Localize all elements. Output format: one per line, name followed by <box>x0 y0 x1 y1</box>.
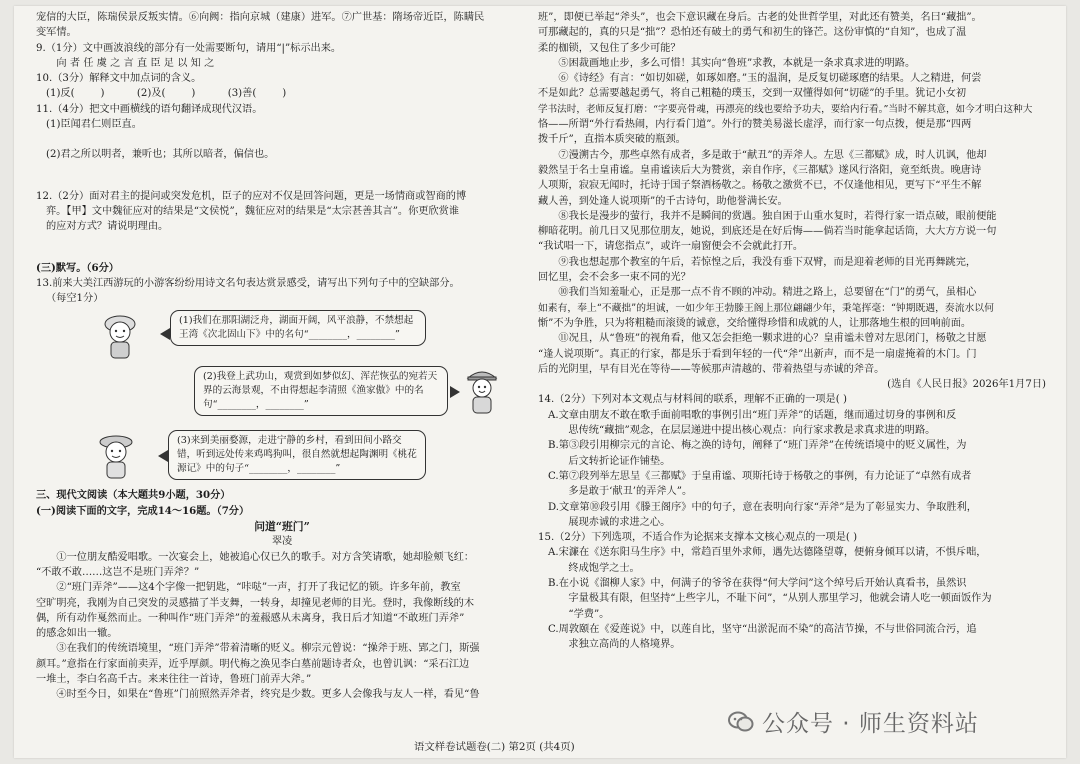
article-paragraph-2-cont: 偶，所有动作戛然而止。一种叫作“班门弄斧”的羞赧感从未离身，我日后才知道“不敢班门弄斧” <box>36 612 465 624</box>
question-14-option-a-cont: 思传统“藏拙”观念，在层层递进中提出核心观点：向行家求教是求真求进的明路。 <box>568 425 936 437</box>
article-paragraph-6: ⑥《诗经》有言：“如切如磋，如琢如磨。”玉的温润，是反复切磋琢磨的结果。人之精进，何尝 <box>558 73 982 85</box>
article-source: (选自《人民日报》2026年1月7日) <box>887 379 1046 391</box>
section-dictation-heading: (三)默写。（6分） <box>36 261 119 274</box>
question-10: 10.（3分）解释文中加点词的含义。 <box>36 73 202 85</box>
article-line: “逢人说项斯”。真正的行家，都是乐于看到年轻的一代“斧”出新声，而不是一扇虚掩着的木门。门 <box>538 348 977 360</box>
question-15-option-b-cont: “学费”。 <box>568 608 610 620</box>
article-paragraph-2: ②“班门弄斧”——这4个字像一把钥匙，“咔哒”一声，打开了我记忆的锁。许多年前，教室 <box>56 582 461 594</box>
wechat-watermark <box>728 705 979 738</box>
article-paragraph-3: ③在我们的传统语境里，“班门弄斧”带着清晰的贬义。柳宗元曾说：“操斧于班、郢之门，斯强 <box>56 643 480 655</box>
question-14-option-b: B.第③段引用柳宗元的言论、梅之涣的诗句，阐释了“班门弄斧”在传统语境中的贬义属性，为 <box>548 440 967 452</box>
article-line: 回忆里，会不会多一束不同的光？ <box>538 272 691 284</box>
speech-bubble-2: (2)我登上武功山，观赏到如梦似幻、浑茫恢弘的宛若天界的云海景观，不由得想起李清照《渔家傲》中的名句“________，________” <box>194 366 448 416</box>
article-line: 学书法时，老师反复打磨：“字要亮骨魂，再漂亮的线也要给予功夫，要给内行看。”当时不解其意，如今才明白这种大 <box>538 103 1033 115</box>
question-14-option-d-cont: 展现赤诚的求进之心。 <box>568 516 671 528</box>
article-paragraph-5: ⑤困裁画地止步，多么可惜！其实向“鲁班”求教，本就是一条求真求进的明路。 <box>558 57 916 69</box>
question-9-text: 向 者 任 虞 之 言 直 臣 足 以 知 之 <box>56 57 215 69</box>
article-line: 如素有，奉上“不藏拙”的坦诚，一如少年王勃滕王阁上那位翩翩少年，秉笔挥毫：“钟期既遇，奏流水以何 <box>538 302 994 314</box>
article-paragraph-2-cont: 空旷明亮，我刚为自己突发的灵感描了半支舞，一转身，却撞见老师的目光。登时，我像断线的木 <box>36 597 475 609</box>
question-12-line: 的应对方式？请说明理由。 <box>46 221 169 233</box>
article-paragraph-10: ⑩我们当知羞耻心，正是那一点不肯不顾的冲动。精进之路上，总要留在“门”的勇气，虽相心 <box>558 287 977 299</box>
article-paragraph-4: ④时至今日，如果在“鲁班”门前照然弄斧者，终究是少数。更多人会像我与友人一样，看见“鲁 <box>56 689 480 701</box>
question-11-item-2: (2)君之所以明者，兼听也；其所以暗者，偏信也。 <box>46 149 275 161</box>
right-column <box>538 10 1046 652</box>
child-traveler-icon <box>96 430 136 482</box>
article-title: 问道“班门” <box>254 520 310 534</box>
dialog-row-1 <box>36 306 528 360</box>
article-paragraph-8: ⑧我长是漫步的萤行，我并不是瞬间的赏遇。独自困于山重水复时，若得行家一语点破，眼前便能 <box>558 210 997 222</box>
question-15-option-b: B.在小说《溜柳人家》中，何满子的爷爷在获得“何大学问”这个绰号后开始认真看书，虽然识 <box>548 577 967 589</box>
article-line: 柳暗花明。前几日又见那位朋友，她说，到底还是在好后悔——倘若当时能拿起话筒，大大方方说一句 <box>538 226 997 238</box>
exam-page <box>14 6 1066 758</box>
speech-bubble-3: (3)来到美丽婺源，走进宁静的乡村，看到田间小路交错，听到远处传来鸡鸣狗叫，很自然就想起陶渊明《桃花源记》中的句子“________，________” <box>168 430 426 480</box>
question-12-line: 弈。【甲】文中魏征应对的结果是“文侯悦”，魏征应对的结果是“太宗甚善其言”。你更欣赏谁 <box>46 205 460 217</box>
watermark-text: 公众号 · 师生资料站 <box>762 711 979 737</box>
answer-space <box>36 235 528 261</box>
question-12-line: 12.（2分）面对君主的提问或突发危机，臣子的应对不仅是回答问题，更是一场情商或智商的博 <box>36 190 467 202</box>
question-13: 13.前来大美江西游玩的小游客纷纷用诗文名句表达赏景感受，请写出下列句子中的空缺部分。 <box>36 277 460 289</box>
question-15-option-b-cont: 字量极其有限，但坚持“上些字儿，不耻下问”，“从别人那里学习，他就会请人吃一顿面饭作为 <box>568 593 992 605</box>
article-paragraph-2-cont: 的感念如出一辙。 <box>36 628 118 640</box>
article-line: 毅然呈于名士皇甫谧。皇甫谧读后大为赞赏，亲自作序，《三都赋》遂风行洛阳，竟至纸贵。晚唐诗 <box>538 164 982 176</box>
article-line: 恪——所谓“外行看热闹，内行看门道”。外行的赞美易滋长虚浮，而行家一句点拨，便是那“四两 <box>538 119 972 131</box>
article-line: 不是如此？总需要越起勇气，将自己粗糙的璞玉，交到一双懂得如何“切磋”的手里。犹记小女初 <box>538 88 967 100</box>
article-line: “我试唱一下，请您指点”，或许一扇窗便会不会就此打开。 <box>538 241 804 253</box>
speech-bubble-1: (1)我们在那阳湖泛舟，湖面开阔，风平浪静，不禁想起王湾《次北固山下》中的名句“________，________” <box>170 310 426 346</box>
article-author: 翠凌 <box>271 536 293 548</box>
answer-space <box>36 132 528 147</box>
answer-space <box>36 163 528 189</box>
question-14-option-a: A.文章由朋友不敢在歌手面前唱歌的事例引出“班门弄斧”的话题，继而通过切身的事例和反 <box>548 409 957 421</box>
dialog-row-2 <box>36 360 528 424</box>
question-14-option-c-cont: 多是敢于‘献丑’的弄斧人”。 <box>568 486 693 498</box>
left-column <box>36 10 528 703</box>
article-paragraph-11: ⑪况且，从“鲁班”的视角看，他又怎会拒绝一颗求进的心？皇甫谧未曾对左思闭门，杨敬之甘愿 <box>558 333 987 345</box>
question-11-item-1: (1)臣闻君仁则臣直。 <box>46 119 142 131</box>
question-15-option-c-cont: 求独立高尚的人格境界。 <box>568 639 681 651</box>
article-line: 惭”不为争胜，只为将粗糙而滚烫的诚意，交给懂得珍惜和成就的人，让那落地生根的回响前面。 <box>538 317 972 329</box>
child-hiker-icon <box>462 364 502 416</box>
question-14-option-b-cont: 后文转折论证作铺垫。 <box>568 455 671 467</box>
page-footer: 语文样卷试题卷(二) 第2页 (共4页) <box>414 741 575 753</box>
question-14: 14.（2分）下列对本文观点与材料间的联系，理解不正确的一项是( ) <box>538 394 847 406</box>
question-15-option-a: A.宋濂在《送东阳马生序》中，常趋百里外求师，遇先达德隆望尊，便俯身倾耳以请，不惧斥咄， <box>548 547 987 559</box>
question-9: 9.（1分）文中画波浪线的部分有一处需要断句，请用“|”标示出来。 <box>36 42 342 54</box>
question-14-option-d: D.文章第⑩段引用《滕王阁序》中的句子，意在表明向行家“弄斧”是为了彰显实力、争取胜利， <box>548 501 977 513</box>
question-13-note: （每空1分） <box>46 293 104 305</box>
article-paragraph-7: ⑦漫溯古今，那些卓然有成者，多是敢于“献丑”的弄斧人。左思《三都赋》成，时人讥讽，他却 <box>558 149 987 161</box>
footnote-line: 变军情。 <box>36 27 77 39</box>
wechat-icon <box>728 710 754 734</box>
article-line: 藏人善，到处逢人说项斯”的千古诗句，助他誉满长安。 <box>538 195 788 207</box>
footnote-line: 宠信的大臣，陈瑞侯景反叛实情。⑥向阙：指向京城（建康）进军。⑦广世基：隋场帝近臣，陈瞒民 <box>36 12 485 23</box>
article-line: 柔的枷锁，又包住了多少可能？ <box>538 42 681 54</box>
dialog-row-3 <box>36 424 528 488</box>
question-15-option-a-cont: 终成饱学之士。 <box>568 562 640 574</box>
article-paragraph-9: ⑨我也想起那个教室的午后，若惊惶之后，我没有垂下双臂，而是迎着老师的目光再舞跳完， <box>558 256 977 268</box>
article-paragraph-3-cont: 一堆土，李白名高千古。来来往往一首诗，鲁班门前弄大斧。” <box>36 674 312 686</box>
section-modern-reading-heading: 三、现代文阅读（本大题共9小题，30分） <box>36 489 231 502</box>
question-15-option-c: C.周敦颐在《爱莲说》中，以莲自比，坚守“出淤泥而不染”的高洁节操，不与世俗同流合污，追 <box>548 623 977 635</box>
article-line: 班”，即便已举起“斧头”，也会下意识藏在身后。古老的处世哲学里，对此还有赞美，名曰“藏拙”。 <box>538 12 982 23</box>
reading-1-heading: (一)阅读下面的文字，完成14～16题。（7分） <box>36 504 250 517</box>
question-11: 11.（4分）把文中画横线的语句翻译成现代汉语。 <box>36 103 263 115</box>
child-explorer-icon <box>100 310 140 362</box>
article-paragraph-3-cont: 颜耳。”意指在行家面前卖弄，近乎厚颜。明代梅之涣见李白墓前题诗者众，也曾讥讽：“采石江边 <box>36 658 470 670</box>
article-line: 拨千斤”，直指本质突破的瓶颈。 <box>538 134 686 146</box>
article-line: 后的光阴里，早有目光在等待——等候那声清越的、带着热望与赤诚的斧音。 <box>538 363 885 375</box>
question-15: 15.（2分）下列选项，不适合作为论据来支撑本文核心观点的一项是( ) <box>538 532 858 544</box>
article-paragraph-1: ①一位朋友酷爱唱歌。一次宴会上，她被追心仅已久的歌手。对方含笑请歌，她却脸颊飞红： <box>56 551 475 563</box>
article-line: 可那藏起的，真的只是“拙”？恐怕还有破土的勇气和初生的锋芒。这份审慎的“自知”，也成了温 <box>538 27 967 39</box>
article-line: 人项斯，寂寂无闻时，托诗于国子祭酒杨敬之。杨敬之激赏不已，不仅逢他相见，更写下“平生不解 <box>538 180 982 192</box>
article-paragraph-1-cont: “不敢不敢……这岂不是班门弄斧？” <box>36 566 200 578</box>
question-14-option-c: C.第⑦段列举左思呈《三都赋》于皇甫谧、项斯托诗于杨敬之的事例，有力论证了“卓然有成者 <box>548 470 972 482</box>
question-10-options: (1)反( ) (2)及( ) (3)善( ) <box>46 88 287 100</box>
